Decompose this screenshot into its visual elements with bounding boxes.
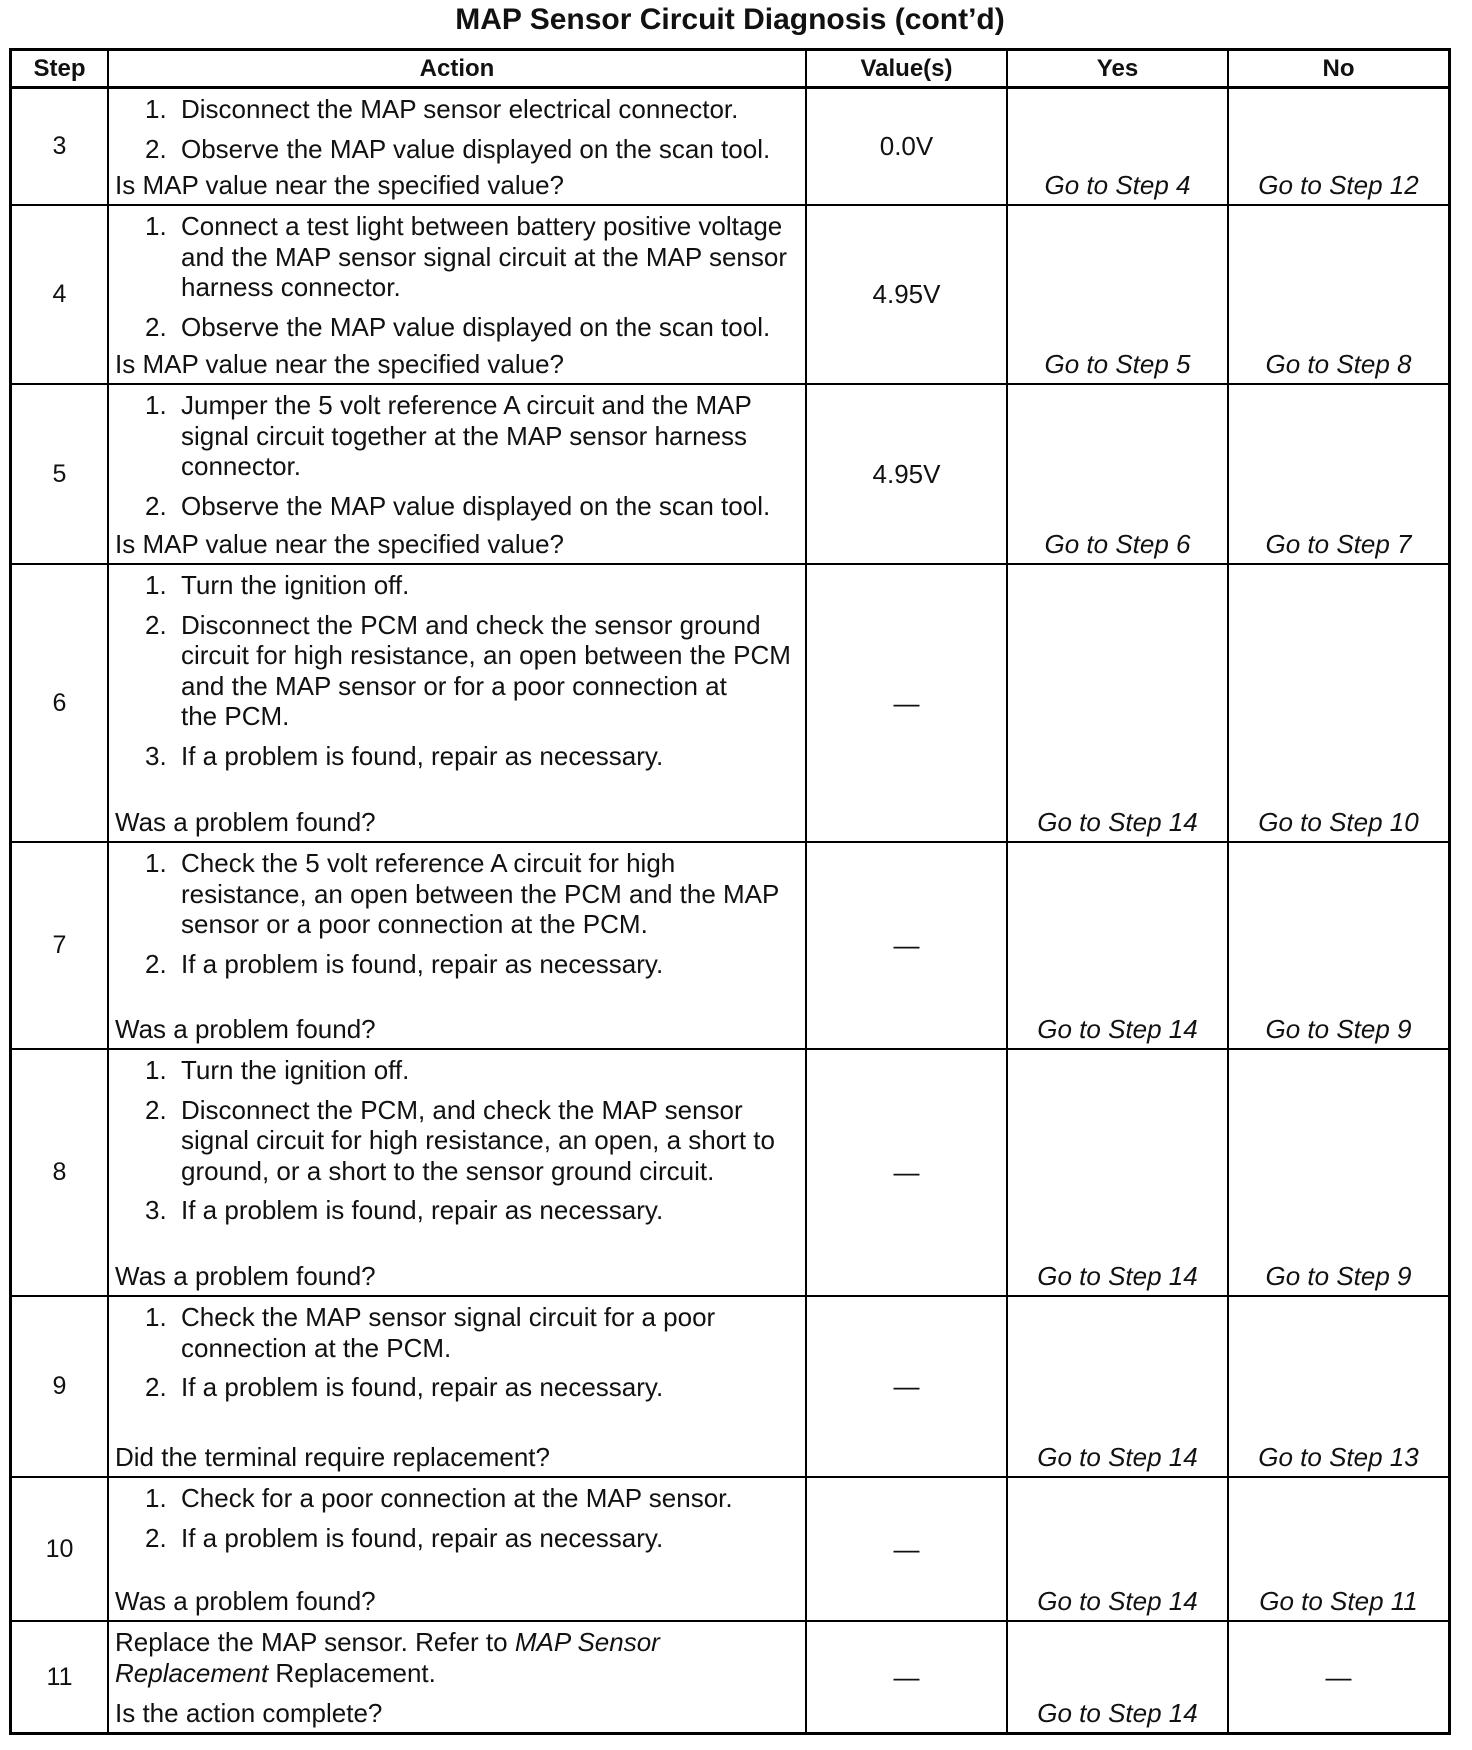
specified-value: — <box>893 930 920 960</box>
item-text <box>181 570 409 601</box>
item-text <box>181 848 779 940</box>
item-number: 3. <box>145 1195 167 1225</box>
item-number: 2. <box>145 311 167 342</box>
step-row-11 <box>12 1622 1448 1732</box>
action-item <box>115 1483 801 1514</box>
value-cell <box>807 1622 1008 1732</box>
yes-goto: Go to Step 14 <box>1037 1260 1198 1291</box>
action-question: Did the terminal require replacement? <box>115 1441 550 1472</box>
no-goto: Go to Step 7 <box>1265 528 1412 559</box>
item-text-line: If a problem is found, repair as necessary. <box>181 740 664 771</box>
action-question: Was a problem found? <box>115 806 376 837</box>
item-text-line: Observe the MAP value displayed on the scan tool. <box>181 311 771 342</box>
step-number-cell <box>12 385 109 563</box>
no-goto: Go to Step 10 <box>1258 806 1419 837</box>
manual-reference: Replacement <box>115 1657 269 1688</box>
step-row-4 <box>12 206 1448 385</box>
specified-value: — <box>893 687 920 718</box>
step-number-cell <box>12 843 109 1048</box>
item-number: 2. <box>145 609 167 640</box>
item-text-line: If a problem is found, repair as necessary. <box>181 948 664 979</box>
item-text <box>181 1483 733 1514</box>
item-text-line: Check the MAP sensor signal circuit for a poor <box>181 1302 716 1332</box>
yes-goto: Go to Step 14 <box>1037 1585 1198 1616</box>
item-text-line: Check for a poor connection at the MAP sensor. <box>181 1483 733 1513</box>
action-paragraph <box>115 1627 801 1688</box>
item-text-line: signal circuit for high resistance, an open, a short to <box>181 1125 775 1155</box>
item-text-line: connector. <box>181 451 301 481</box>
item-text-line: Disconnect the PCM and check the sensor ground <box>181 609 761 640</box>
item-text-line: the PCM. <box>181 701 290 731</box>
no-cell <box>1229 1050 1448 1295</box>
yes-cell <box>1008 206 1229 383</box>
yes-goto: Go to Step 4 <box>1044 169 1191 200</box>
step-row-3 <box>12 89 1448 206</box>
item-text <box>181 1055 409 1086</box>
yes-goto: Go to Step 5 <box>1044 348 1191 379</box>
yes-cell <box>1008 1622 1229 1732</box>
item-text-line: Check the 5 volt reference A circuit for high <box>181 848 676 878</box>
yes-cell <box>1008 1050 1229 1295</box>
action-item <box>115 491 801 522</box>
action-cell <box>109 206 807 383</box>
step-number: 9 <box>52 1372 67 1400</box>
header-yes: Yes <box>1008 51 1229 86</box>
item-text <box>181 949 663 980</box>
item-text <box>181 1095 775 1187</box>
item-text <box>181 134 770 165</box>
paragraph-text: Replacement. <box>268 1657 436 1688</box>
header-action: Action <box>109 51 807 86</box>
action-item <box>115 312 801 343</box>
item-text-line: signal circuit together at the MAP sensor harness <box>181 420 748 451</box>
action-question: Is MAP value near the specified value? <box>115 169 565 200</box>
manual-reference: MAP Sensor <box>514 1627 660 1657</box>
action-cell <box>109 565 807 841</box>
action-item <box>115 741 801 772</box>
item-text <box>181 94 738 125</box>
item-text-line: circuit for high resistance, an open between the PCM <box>181 640 791 670</box>
item-text-line: and the MAP sensor signal circuit at the MAP sensor <box>181 241 788 272</box>
action-question: Was a problem found? <box>115 1585 376 1616</box>
yes-cell <box>1008 1297 1229 1476</box>
step-number: 7 <box>52 931 67 959</box>
no-cell <box>1229 565 1448 841</box>
item-text <box>181 1302 715 1363</box>
item-text-line: ground, or a short to the sensor ground circuit. <box>181 1155 715 1186</box>
no-goto: — <box>1325 1661 1352 1692</box>
action-cell <box>109 1297 807 1476</box>
action-cell <box>109 843 807 1048</box>
item-text <box>181 1523 663 1554</box>
step-number-cell <box>12 565 109 841</box>
item-text-line: If a problem is found, repair as necessary. <box>181 1522 664 1553</box>
item-number: 1. <box>145 1055 167 1085</box>
paragraph-line <box>115 1658 801 1689</box>
item-number: 2. <box>145 948 167 979</box>
no-cell <box>1229 1478 1448 1620</box>
item-text <box>181 1372 663 1403</box>
no-goto: Go to Step 12 <box>1258 169 1419 200</box>
item-text-line: Connect a test light between battery positive voltage <box>181 211 783 241</box>
value-cell <box>807 843 1008 1048</box>
step-row-7 <box>12 843 1448 1050</box>
item-number: 2. <box>145 133 167 164</box>
item-number: 1. <box>145 94 167 124</box>
no-goto: Go to Step 9 <box>1265 1013 1412 1044</box>
item-number: 1. <box>145 1302 167 1332</box>
action-item <box>115 570 801 601</box>
diagnosis-table <box>9 48 1451 1735</box>
yes-goto: Go to Step 14 <box>1037 1441 1198 1472</box>
yes-goto: Go to Step 6 <box>1044 528 1191 559</box>
specified-value: — <box>893 1533 920 1564</box>
header-step: Step <box>12 51 109 86</box>
step-number-cell <box>12 1622 109 1732</box>
yes-cell <box>1008 565 1229 841</box>
item-number: 2. <box>145 1372 167 1402</box>
value-cell <box>807 1050 1008 1295</box>
step-row-10 <box>12 1478 1448 1622</box>
item-number: 1. <box>145 1483 167 1513</box>
no-cell <box>1229 843 1448 1048</box>
item-text-line: Observe the MAP value displayed on the scan tool. <box>181 133 771 164</box>
item-text-line: and the MAP sensor or for a poor connection at <box>181 670 727 701</box>
action-item <box>115 949 801 980</box>
step-number-cell <box>12 1297 109 1476</box>
item-text-line: connection at the PCM. <box>181 1332 452 1363</box>
specified-value: — <box>893 1371 920 1401</box>
step-row-9 <box>12 1297 1448 1478</box>
paragraph-line <box>115 1627 801 1658</box>
step-number-cell <box>12 89 109 204</box>
action-item <box>115 1372 801 1403</box>
action-item <box>115 1302 801 1363</box>
item-number: 3. <box>145 740 167 771</box>
step-row-6 <box>12 565 1448 843</box>
step-number: 3 <box>52 132 67 160</box>
step-number: 4 <box>52 280 67 308</box>
action-item <box>115 1523 801 1554</box>
value-cell <box>807 89 1008 204</box>
item-text-line: Disconnect the MAP sensor electrical connector. <box>181 94 739 124</box>
item-text <box>181 211 787 303</box>
header-row <box>12 51 1448 89</box>
item-text-line: Jumper the 5 volt reference A circuit and the MAP <box>181 390 752 420</box>
action-item <box>115 390 801 482</box>
action-item <box>115 1095 801 1187</box>
yes-cell <box>1008 1478 1229 1620</box>
no-cell <box>1229 89 1448 204</box>
value-cell <box>807 1478 1008 1620</box>
item-number: 1. <box>145 211 167 241</box>
action-question: Was a problem found? <box>115 1013 376 1044</box>
action-item <box>115 1195 801 1226</box>
value-cell <box>807 206 1008 383</box>
no-goto: Go to Step 9 <box>1265 1260 1412 1291</box>
yes-cell <box>1008 89 1229 204</box>
step-number: 6 <box>52 688 67 717</box>
item-text-line: Disconnect the PCM, and check the MAP sensor <box>181 1094 743 1125</box>
no-cell <box>1229 385 1448 563</box>
action-cell <box>109 89 807 204</box>
no-cell <box>1229 1622 1448 1732</box>
value-cell <box>807 385 1008 563</box>
action-item <box>115 211 801 303</box>
item-text <box>181 312 770 343</box>
item-number: 2. <box>145 490 167 521</box>
item-text <box>181 491 770 522</box>
no-cell <box>1229 1297 1448 1476</box>
item-text-line: harness connector. <box>181 272 401 302</box>
step-number-cell <box>12 206 109 383</box>
item-number: 1. <box>145 848 167 878</box>
item-text-line: sensor or a poor connection at the PCM. <box>181 909 648 939</box>
no-goto: Go to Step 13 <box>1258 1441 1419 1472</box>
yes-goto: Go to Step 14 <box>1037 1697 1198 1728</box>
item-text-line: Turn the ignition off. <box>181 1055 410 1085</box>
item-text-line: Turn the ignition off. <box>181 570 410 600</box>
step-number: 10 <box>45 1534 74 1563</box>
item-text-line: Observe the MAP value displayed on the scan tool. <box>181 490 771 521</box>
item-text-line: If a problem is found, repair as necessary. <box>181 1195 664 1225</box>
paragraph-text: Replace the MAP sensor. Refer to <box>115 1627 515 1657</box>
header-no: No <box>1322 54 1355 82</box>
yes-cell <box>1008 843 1229 1048</box>
specified-value: — <box>893 1661 920 1692</box>
value-cell <box>807 565 1008 841</box>
step-number: 5 <box>52 459 67 488</box>
action-question: Is the action complete? <box>115 1697 383 1728</box>
step-number: 8 <box>52 1158 67 1186</box>
page-title: MAP Sensor Circuit Diagnosis (cont’d) <box>455 3 1005 36</box>
item-number: 1. <box>145 390 167 420</box>
item-text <box>181 1195 663 1226</box>
no-goto: Go to Step 8 <box>1265 348 1412 379</box>
item-number: 2. <box>145 1094 167 1125</box>
item-text-line: resistance, an open between the PCM and the MAP <box>181 878 780 909</box>
action-item <box>115 610 801 732</box>
step-row-8 <box>12 1050 1448 1297</box>
no-cell <box>1229 206 1448 383</box>
action-cell <box>109 1478 807 1620</box>
action-cell <box>109 1622 807 1732</box>
step-number: 11 <box>46 1662 73 1691</box>
item-text <box>181 390 752 482</box>
specified-value: 0.0V <box>879 131 934 161</box>
step-row-5 <box>12 385 1448 565</box>
action-item <box>115 134 801 165</box>
action-item <box>115 848 801 940</box>
action-cell <box>109 1050 807 1295</box>
action-cell <box>109 385 807 563</box>
specified-value: 4.95V <box>872 458 941 489</box>
step-number-cell <box>12 1478 109 1620</box>
no-goto: Go to Step 11 <box>1259 1585 1418 1616</box>
item-text <box>181 741 663 772</box>
item-text <box>181 610 791 732</box>
step-number-cell <box>12 1050 109 1295</box>
action-item <box>115 1055 801 1086</box>
item-number: 1. <box>145 570 167 600</box>
yes-goto: Go to Step 14 <box>1037 806 1198 837</box>
specified-value: 4.95V <box>872 279 941 309</box>
action-question: Is MAP value near the specified value? <box>115 528 565 559</box>
item-text-line: If a problem is found, repair as necessary. <box>181 1372 664 1402</box>
specified-value: — <box>893 1157 920 1187</box>
value-cell <box>807 1297 1008 1476</box>
action-question: Is MAP value near the specified value? <box>115 348 565 379</box>
header-values: Value(s) <box>807 51 1008 86</box>
yes-cell <box>1008 385 1229 563</box>
yes-goto: Go to Step 14 <box>1037 1013 1198 1044</box>
action-item <box>115 94 801 125</box>
item-number: 2. <box>145 1522 167 1553</box>
action-question: Was a problem found? <box>115 1260 376 1291</box>
